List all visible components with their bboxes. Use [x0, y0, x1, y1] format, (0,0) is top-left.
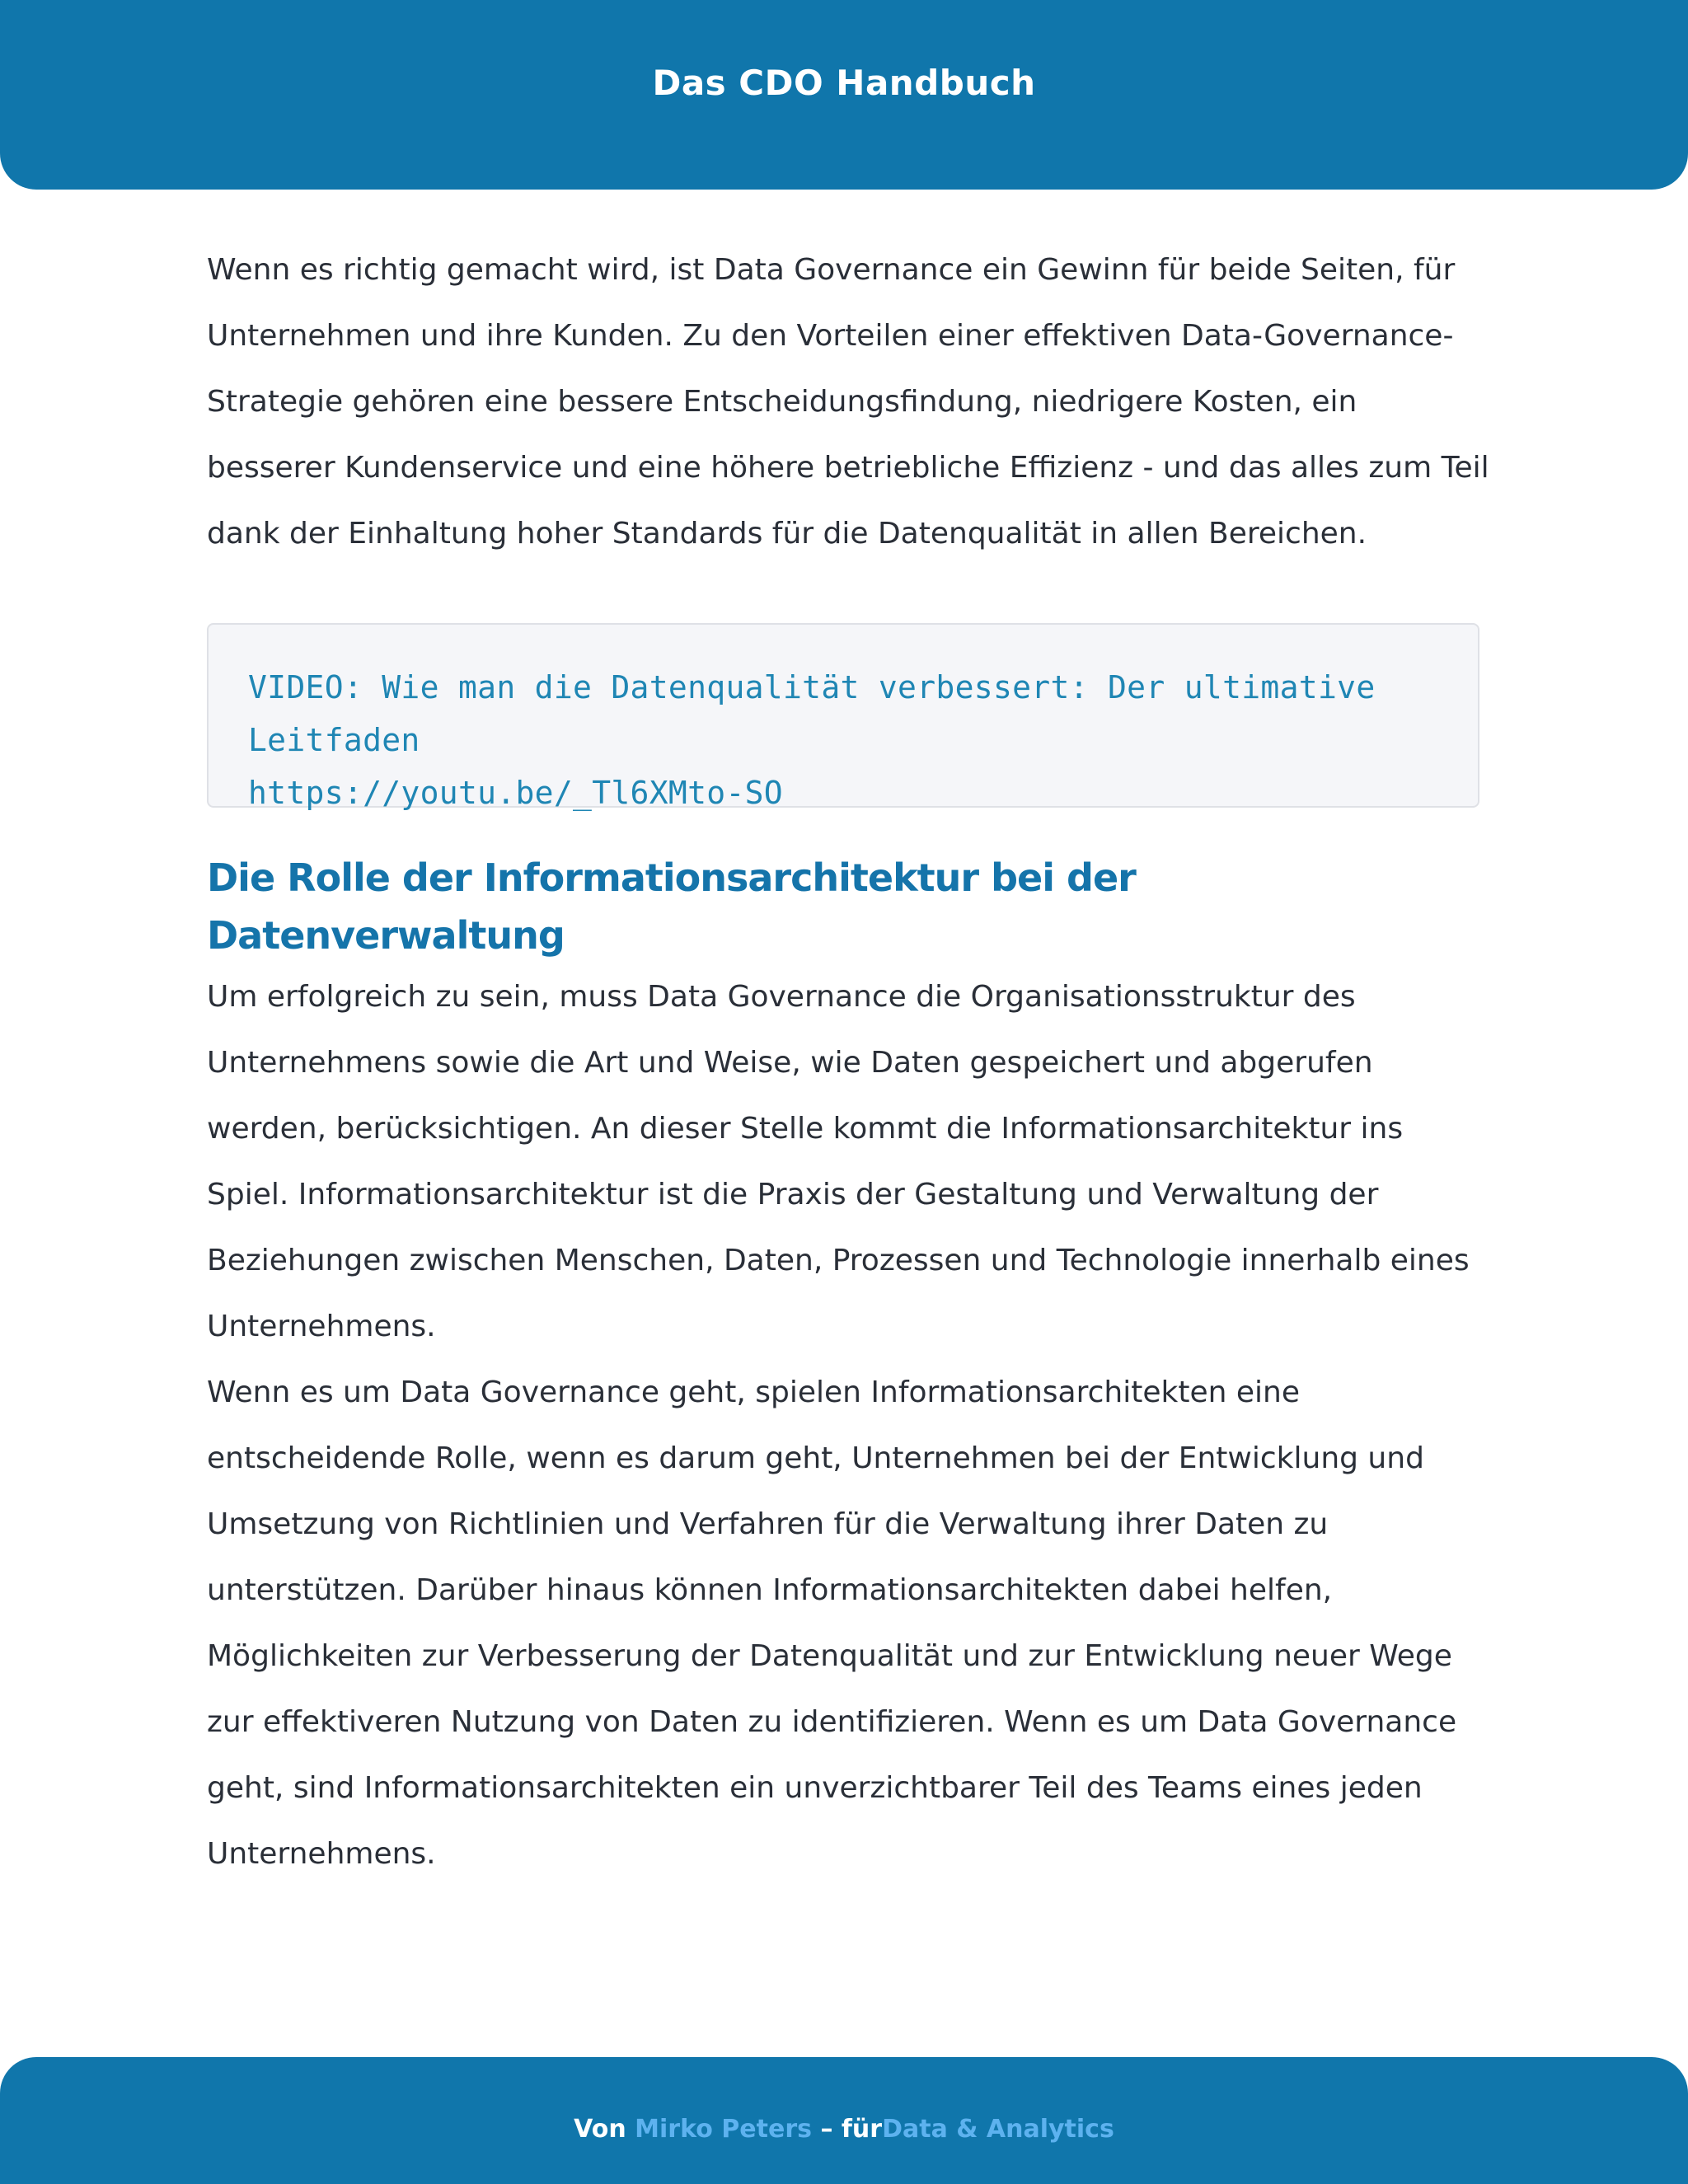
header-title: Das CDO Handbuch [652, 62, 1036, 103]
section-paragraph-2: Wenn es um Data Governance geht, spielen Informationsarchitekten eine entscheidende Rolle, wenn es darum geht, Unternehmen bei der Entwicklung und Umsetzung von Richtlinien und Verfahren für die Verwaltung ihrer Daten zu unterstützen. Darüber hinaus können Informationsarchitekten dabei helfen, Möglichkeiten zur Verbesserung der Datenqualität und zur Entwicklung neuer Wege zur effektiveren Nutzung von Daten zu identifizieren. Wenn es um Data Governance geht, sind Informationsarchitekten ein unverzichtbarer Teil des Teams eines jeden Unternehmens. [207, 1376, 1457, 1871]
main-content [207, 237, 1493, 1887]
author-link[interactable]: Mirko Peters [635, 2114, 812, 2144]
footer-prefix: Von [574, 2114, 626, 2144]
video-link[interactable]: https://youtu.be/_Tl6XMto-SO [248, 775, 783, 811]
footer-separator: – für [820, 2114, 883, 2144]
footer-credit [574, 2115, 1114, 2144]
video-callout[interactable] [207, 623, 1479, 811]
intro-paragraph: Wenn es richtig gemacht wird, ist Data Governance ein Gewinn für beide Seiten, für Unternehmen und ihre Kunden. Zu den Vorteilen einer effektiven Data-Governance-Strategie gehören eine bessere Entscheidungsfindung, niedrigere Kosten, ein besserer Kundenservice und eine höhere betriebliche Effizienz - und das alles zum Teil dank der Einhaltung hoher Standards für die Datenqualität in allen Bereichen. [207, 253, 1489, 551]
section-heading: Die Rolle der Informationsarchitektur bei der Datenverwaltung [207, 855, 1136, 958]
section-paragraph-1: Um erfolgreich zu sein, muss Data Governance die Organisationsstruktur des Unternehmens sowie die Art und Weise, wie Daten gespeichert und abgerufen werden, berücksichtigen. An dieser Stelle kommt die Informationsarchitektur ins Spiel. Informationsarchitektur ist die Praxis der Gestaltung und Verwaltung der Beziehungen zwischen Menschen, Daten, Prozessen und Technologie innerhalb eines Unternehmens. [207, 980, 1470, 1343]
page-footer [0, 2057, 1688, 2184]
page-header [0, 0, 1688, 190]
site-link[interactable]: Data & Analytics [882, 2114, 1114, 2144]
video-title[interactable]: VIDEO: Wie man die Datenqualität verbessert: Der ultimative Leitfaden [248, 669, 1376, 758]
